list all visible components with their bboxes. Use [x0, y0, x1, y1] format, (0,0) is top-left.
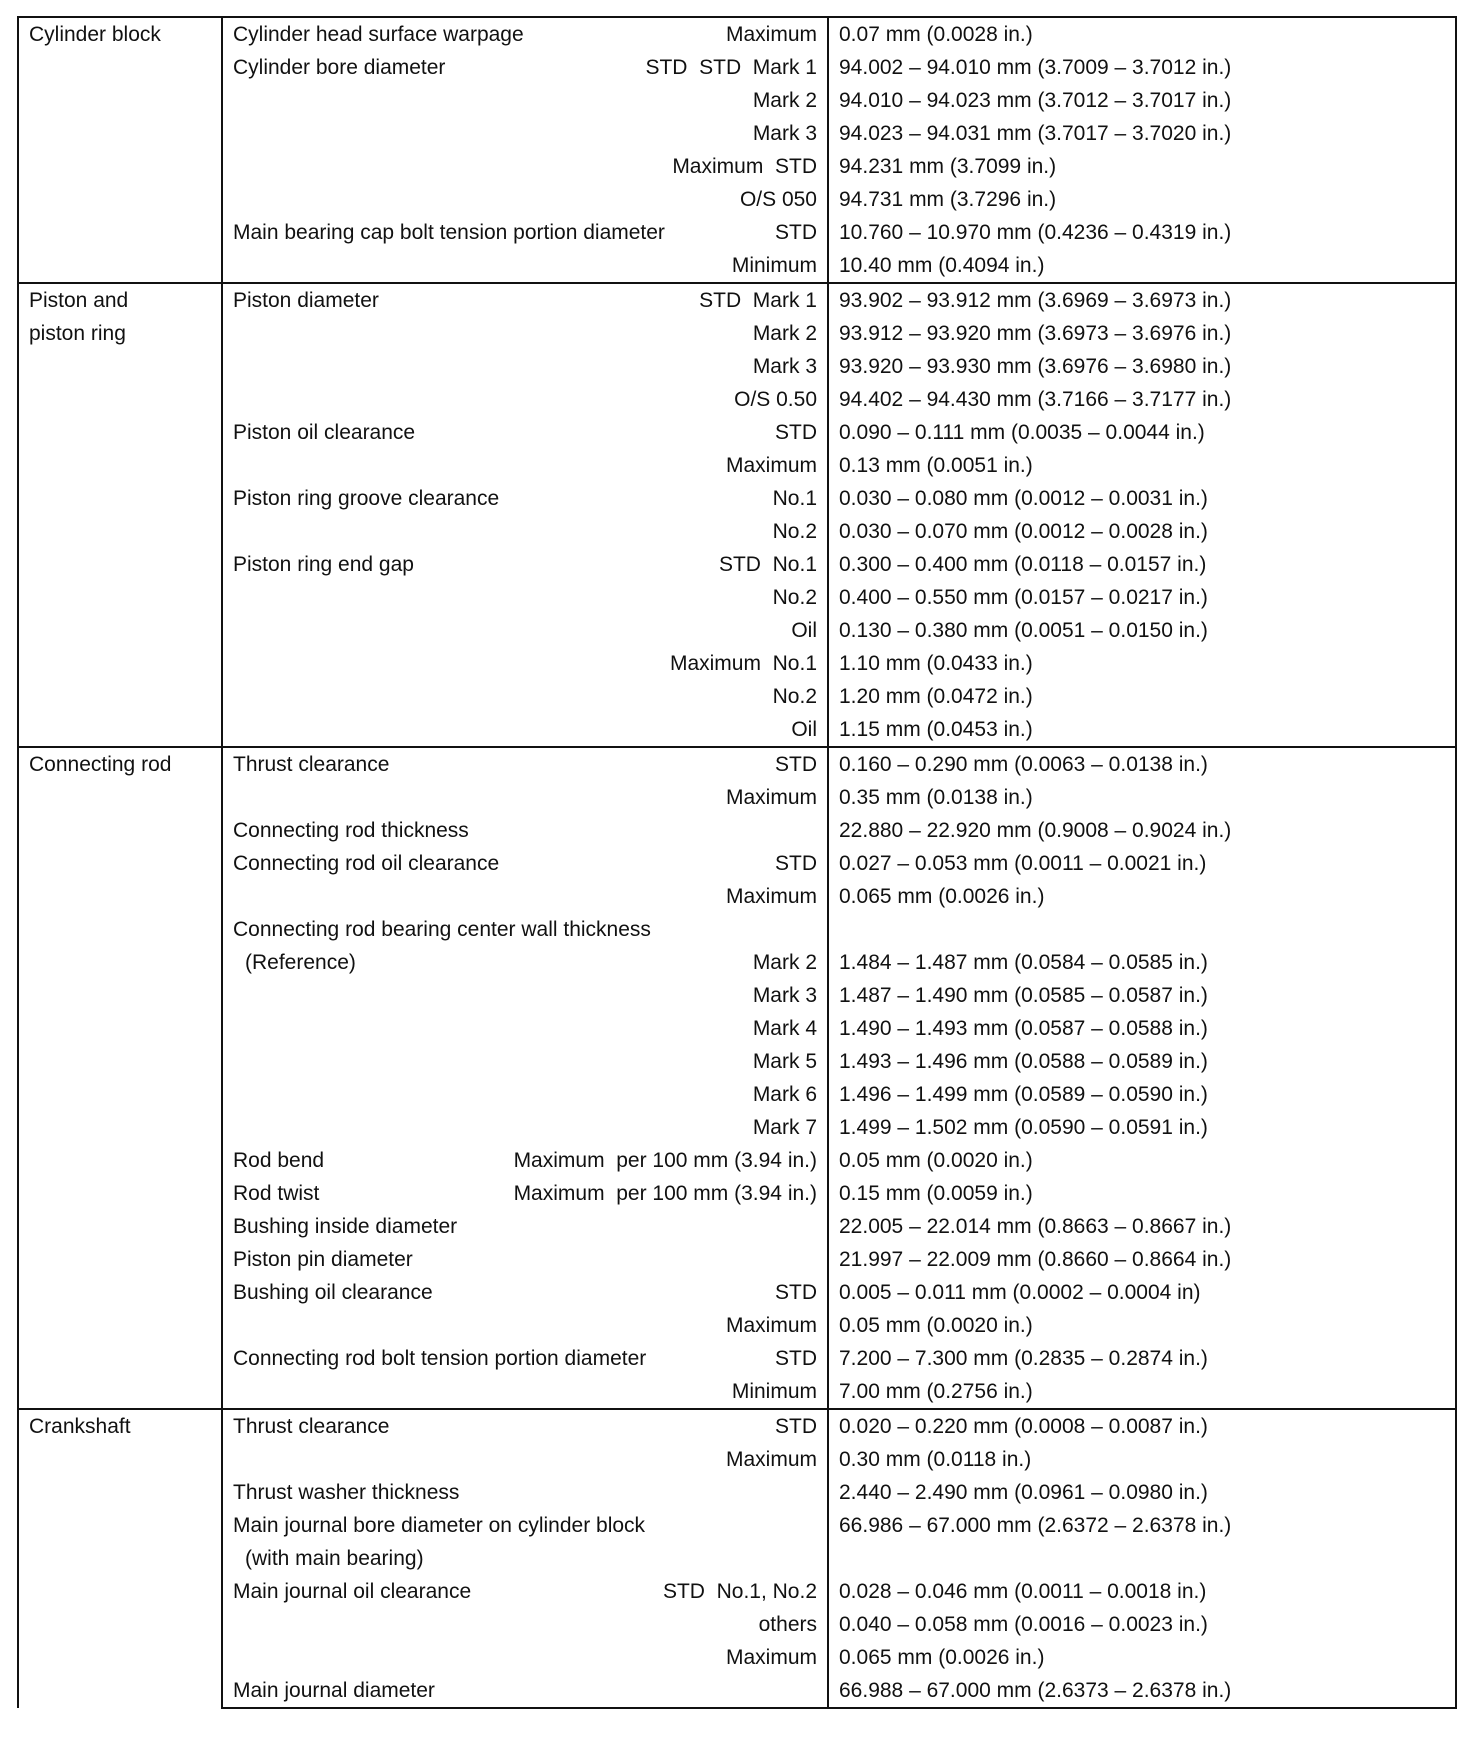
item-qualifier: Maximum [725, 1314, 817, 1337]
spec-row [18, 482, 1456, 515]
spec-value: 94.002 – 94.010 mm (3.7009 – 3.7012 in.) [828, 51, 1456, 84]
item-qualifier: Maximum [725, 786, 817, 809]
spec-row [18, 913, 1456, 946]
item-cell [222, 1243, 828, 1276]
spec-row [18, 1111, 1456, 1144]
item-cell [222, 1542, 828, 1575]
item-cell [222, 1342, 828, 1375]
item-cell [222, 1309, 828, 1342]
item-name: Main journal oil clearance [233, 1580, 472, 1603]
item-qualifier: STD [775, 221, 817, 244]
item-qualifier: Mark 3 [752, 984, 817, 1007]
spec-row [18, 647, 1456, 680]
item-name: Thrust clearance [233, 753, 390, 776]
spec-row [18, 1078, 1456, 1111]
item-name: Cylinder bore diameter [233, 56, 446, 79]
item-qualifier: Mark 3 [752, 122, 817, 145]
item-cell [222, 416, 828, 449]
spec-value: 66.986 – 67.000 mm (2.6372 – 2.6378 in.) [828, 1509, 1456, 1542]
item-qualifier: Mark 7 [752, 1116, 817, 1139]
item-name: Connecting rod oil clearance [233, 852, 500, 875]
spec-value: 93.902 – 93.912 mm (3.6969 – 3.6973 in.) [828, 283, 1456, 317]
item-cell [222, 713, 828, 747]
category-label: Cylinder block [29, 23, 161, 46]
spec-value: 66.988 – 67.000 mm (2.6373 – 2.6378 in.) [828, 1674, 1456, 1708]
item-qualifier: STD [775, 421, 817, 444]
item-name: Rod twist [233, 1182, 320, 1205]
item-name: Thrust washer thickness [233, 1481, 460, 1504]
item-cell [222, 1409, 828, 1443]
item-cell [222, 482, 828, 515]
item-name: Main bearing cap bolt tension portion diameter [233, 221, 665, 244]
spec-row [18, 117, 1456, 150]
spec-value: 1.499 – 1.502 mm (0.0590 – 0.0591 in.) [828, 1111, 1456, 1144]
item-cell [222, 880, 828, 913]
item-qualifier: STD [775, 1347, 817, 1370]
item-name: Rod bend [233, 1149, 325, 1172]
spec-value [828, 1542, 1456, 1575]
item-qualifier: Maximum [725, 23, 817, 46]
spec-value: 0.028 – 0.046 mm (0.0011 – 0.0018 in.) [828, 1575, 1456, 1608]
item-cell [222, 1276, 828, 1309]
item-cell [222, 449, 828, 482]
spec-row [18, 183, 1456, 216]
spec-value: 2.440 – 2.490 mm (0.0961 – 0.0980 in.) [828, 1476, 1456, 1509]
spec-value: 1.490 – 1.493 mm (0.0587 – 0.0588 in.) [828, 1012, 1456, 1045]
item-name: Piston ring groove clearance [233, 487, 500, 510]
item-qualifier: Maximum No.1 [669, 652, 817, 675]
item-cell [222, 249, 828, 283]
item-name: Main journal diameter [233, 1679, 435, 1702]
spec-row [18, 515, 1456, 548]
item-name: Piston diameter [233, 289, 379, 312]
item-qualifier: STD STD Mark 1 [645, 56, 817, 79]
item-cell [222, 1375, 828, 1409]
spec-value: 0.07 mm (0.0028 in.) [828, 17, 1456, 51]
spec-row [18, 680, 1456, 713]
item-qualifier: STD [775, 753, 817, 776]
spec-row [18, 1375, 1456, 1409]
spec-row [18, 614, 1456, 647]
item-name: Thrust clearance [233, 1415, 390, 1438]
spec-value: 7.00 mm (0.2756 in.) [828, 1375, 1456, 1409]
spec-value: 94.023 – 94.031 mm (3.7017 – 3.7020 in.) [828, 117, 1456, 150]
item-cell [222, 1045, 828, 1078]
spec-row [18, 1177, 1456, 1210]
spec-row [18, 1509, 1456, 1542]
spec-value: 0.400 – 0.550 mm (0.0157 – 0.0217 in.) [828, 581, 1456, 614]
item-cell [222, 913, 828, 946]
spec-value: 94.010 – 94.023 mm (3.7012 – 3.7017 in.) [828, 84, 1456, 117]
item-cell [222, 1641, 828, 1674]
spec-value: 1.487 – 1.490 mm (0.0585 – 0.0587 in.) [828, 979, 1456, 1012]
item-cell [222, 150, 828, 183]
category-label: Connecting rod [29, 753, 172, 776]
item-cell [222, 1210, 828, 1243]
spec-row [18, 713, 1456, 747]
item-qualifier: Maximum [725, 885, 817, 908]
spec-row [18, 1608, 1456, 1641]
spec-value: 0.35 mm (0.0138 in.) [828, 781, 1456, 814]
item-cell [222, 781, 828, 814]
item-name: Main journal bore diameter on cylinder block [233, 1514, 646, 1537]
spec-value: 94.731 mm (3.7296 in.) [828, 183, 1456, 216]
item-qualifier: No.1 [772, 487, 817, 510]
item-name: (Reference) [245, 951, 356, 974]
spec-row [18, 1045, 1456, 1078]
spec-row [18, 1012, 1456, 1045]
spec-value: 0.130 – 0.380 mm (0.0051 – 0.0150 in.) [828, 614, 1456, 647]
spec-value: 0.030 – 0.080 mm (0.0012 – 0.0031 in.) [828, 482, 1456, 515]
spec-row [18, 1674, 1456, 1708]
spec-row [18, 1575, 1456, 1608]
item-qualifier: Mark 2 [752, 322, 817, 345]
spec-row [18, 1641, 1456, 1674]
item-qualifier: STD [775, 1281, 817, 1304]
item-cell [222, 1078, 828, 1111]
item-cell [222, 216, 828, 249]
item-qualifier: Maximum per 100 mm (3.94 in.) [513, 1149, 817, 1172]
item-cell [222, 1476, 828, 1509]
spec-value: 0.030 – 0.070 mm (0.0012 – 0.0028 in.) [828, 515, 1456, 548]
spec-row [18, 150, 1456, 183]
spec-row [18, 216, 1456, 249]
item-cell [222, 647, 828, 680]
item-name: (with main bearing) [245, 1547, 424, 1570]
spec-row [18, 1210, 1456, 1243]
spec-value: 0.160 – 0.290 mm (0.0063 – 0.0138 in.) [828, 747, 1456, 781]
spec-row [18, 1309, 1456, 1342]
item-qualifier: STD No.1, No.2 [662, 1580, 817, 1603]
spec-value: 94.402 – 94.430 mm (3.7166 – 3.7177 in.) [828, 383, 1456, 416]
item-cell [222, 747, 828, 781]
spec-row [18, 847, 1456, 880]
item-cell [222, 183, 828, 216]
category-cell [18, 283, 222, 747]
item-cell [222, 317, 828, 350]
spec-value: 93.920 – 93.930 mm (3.6976 – 3.6980 in.) [828, 350, 1456, 383]
item-cell [222, 1674, 828, 1708]
item-name: Bushing inside diameter [233, 1215, 458, 1238]
spec-value: 0.15 mm (0.0059 in.) [828, 1177, 1456, 1210]
spec-row [18, 581, 1456, 614]
spec-row [18, 1409, 1456, 1443]
item-cell [222, 383, 828, 416]
spec-value: 21.997 – 22.009 mm (0.8660 – 0.8664 in.) [828, 1243, 1456, 1276]
spec-row [18, 350, 1456, 383]
item-qualifier: Mark 5 [752, 1050, 817, 1073]
item-cell [222, 515, 828, 548]
item-qualifier: STD [775, 1415, 817, 1438]
spec-value: 1.10 mm (0.0433 in.) [828, 647, 1456, 680]
spec-row [18, 1144, 1456, 1177]
spec-value: 10.40 mm (0.4094 in.) [828, 249, 1456, 283]
item-cell [222, 84, 828, 117]
item-qualifier: Maximum [725, 1646, 817, 1669]
item-qualifier: Maximum STD [672, 155, 817, 178]
spec-row [18, 548, 1456, 581]
spec-value: 1.484 – 1.487 mm (0.0584 – 0.0585 in.) [828, 946, 1456, 979]
spec-value [828, 913, 1456, 946]
item-cell [222, 1443, 828, 1476]
item-cell [222, 17, 828, 51]
spec-row [18, 383, 1456, 416]
item-name: Piston pin diameter [233, 1248, 413, 1271]
spec-value: 0.300 – 0.400 mm (0.0118 – 0.0157 in.) [828, 548, 1456, 581]
category-label: Crankshaft [29, 1415, 131, 1438]
spec-value: 0.040 – 0.058 mm (0.0016 – 0.0023 in.) [828, 1608, 1456, 1641]
spec-row [18, 1243, 1456, 1276]
spec-row [18, 979, 1456, 1012]
item-cell [222, 814, 828, 847]
spec-row [18, 1276, 1456, 1309]
item-qualifier: No.2 [772, 520, 817, 543]
item-cell [222, 1144, 828, 1177]
spec-value: 0.005 – 0.011 mm (0.0002 – 0.0004 in) [828, 1276, 1456, 1309]
item-name: Connecting rod bearing center wall thickness [233, 918, 651, 941]
item-cell [222, 1509, 828, 1542]
specification-table [17, 16, 1457, 1709]
item-cell [222, 946, 828, 979]
item-name: Cylinder head surface warpage [233, 23, 524, 46]
item-qualifier: O/S 0.50 [734, 388, 817, 411]
spec-row [18, 880, 1456, 913]
item-cell [222, 1608, 828, 1641]
item-qualifier: Mark 2 [752, 951, 817, 974]
item-qualifier: No.2 [772, 685, 817, 708]
spec-value: 1.496 – 1.499 mm (0.0589 – 0.0590 in.) [828, 1078, 1456, 1111]
spec-row [18, 249, 1456, 283]
spec-value: 1.493 – 1.496 mm (0.0588 – 0.0589 in.) [828, 1045, 1456, 1078]
spec-value: 0.027 – 0.053 mm (0.0011 – 0.0021 in.) [828, 847, 1456, 880]
spec-value: 22.880 – 22.920 mm (0.9008 – 0.9024 in.) [828, 814, 1456, 847]
spec-value: 93.912 – 93.920 mm (3.6973 – 3.6976 in.) [828, 317, 1456, 350]
spec-value: 0.090 – 0.111 mm (0.0035 – 0.0044 in.) [828, 416, 1456, 449]
spec-value: 0.30 mm (0.0118 in.) [828, 1443, 1456, 1476]
category-cell [18, 747, 222, 1409]
spec-value: 22.005 – 22.014 mm (0.8663 – 0.8667 in.) [828, 1210, 1456, 1243]
spec-value: 0.05 mm (0.0020 in.) [828, 1309, 1456, 1342]
spec-row [18, 51, 1456, 84]
item-name: Piston ring end gap [233, 553, 414, 576]
item-qualifier: STD Mark 1 [699, 289, 817, 312]
item-qualifier: STD [775, 852, 817, 875]
item-cell [222, 680, 828, 713]
category-label: Piston and [29, 289, 129, 312]
item-cell [222, 350, 828, 383]
item-cell [222, 1012, 828, 1045]
item-cell [222, 979, 828, 1012]
spec-row [18, 1443, 1456, 1476]
item-qualifier: Mark 2 [752, 89, 817, 112]
spec-row [18, 449, 1456, 482]
spec-value: 0.065 mm (0.0026 in.) [828, 880, 1456, 913]
spec-value: 0.13 mm (0.0051 in.) [828, 449, 1456, 482]
item-qualifier: Oil [791, 619, 817, 642]
spec-value: 0.020 – 0.220 mm (0.0008 – 0.0087 in.) [828, 1409, 1456, 1443]
category-cell [18, 17, 222, 283]
item-qualifier: Minimum [731, 1380, 817, 1403]
item-name: Connecting rod thickness [233, 819, 469, 842]
item-name: Connecting rod bolt tension portion diameter [233, 1347, 647, 1370]
item-qualifier: others [758, 1613, 817, 1636]
item-cell [222, 51, 828, 84]
item-name: Piston oil clearance [233, 421, 416, 444]
item-cell [222, 581, 828, 614]
item-name: Bushing oil clearance [233, 1281, 433, 1304]
spec-row [18, 416, 1456, 449]
item-cell [222, 117, 828, 150]
spec-row [18, 814, 1456, 847]
item-cell [222, 1111, 828, 1144]
spec-value: 94.231 mm (3.7099 in.) [828, 150, 1456, 183]
spec-row [18, 946, 1456, 979]
spec-row [18, 1476, 1456, 1509]
item-qualifier: O/S 050 [739, 188, 817, 211]
spec-value: 0.05 mm (0.0020 in.) [828, 1144, 1456, 1177]
item-qualifier: Oil [791, 718, 817, 741]
spec-value: 7.200 – 7.300 mm (0.2835 – 0.2874 in.) [828, 1342, 1456, 1375]
item-cell [222, 1575, 828, 1608]
spec-row [18, 17, 1456, 51]
spec-row [18, 1542, 1456, 1575]
spec-value: 0.065 mm (0.0026 in.) [828, 1641, 1456, 1674]
category-label: piston ring [29, 322, 126, 345]
item-qualifier: Minimum [731, 254, 817, 277]
item-qualifier: STD No.1 [718, 553, 817, 576]
item-cell [222, 614, 828, 647]
item-cell [222, 1177, 828, 1210]
specification-table-body [18, 17, 1456, 1708]
item-cell [222, 283, 828, 317]
item-qualifier: Mark 4 [752, 1017, 817, 1040]
spec-row [18, 283, 1456, 317]
item-qualifier: Maximum per 100 mm (3.94 in.) [513, 1182, 817, 1205]
item-qualifier: Mark 6 [752, 1083, 817, 1106]
spec-row [18, 1342, 1456, 1375]
spec-row [18, 317, 1456, 350]
item-qualifier: Maximum [725, 1448, 817, 1471]
item-cell [222, 548, 828, 581]
spec-value: 10.760 – 10.970 mm (0.4236 – 0.4319 in.) [828, 216, 1456, 249]
item-qualifier: Maximum [725, 454, 817, 477]
spec-row [18, 84, 1456, 117]
spec-row [18, 747, 1456, 781]
spec-row [18, 781, 1456, 814]
category-cell [18, 1409, 222, 1708]
spec-value: 1.20 mm (0.0472 in.) [828, 680, 1456, 713]
item-qualifier: Mark 3 [752, 355, 817, 378]
spec-value: 1.15 mm (0.0453 in.) [828, 713, 1456, 747]
item-cell [222, 847, 828, 880]
item-qualifier: No.2 [772, 586, 817, 609]
